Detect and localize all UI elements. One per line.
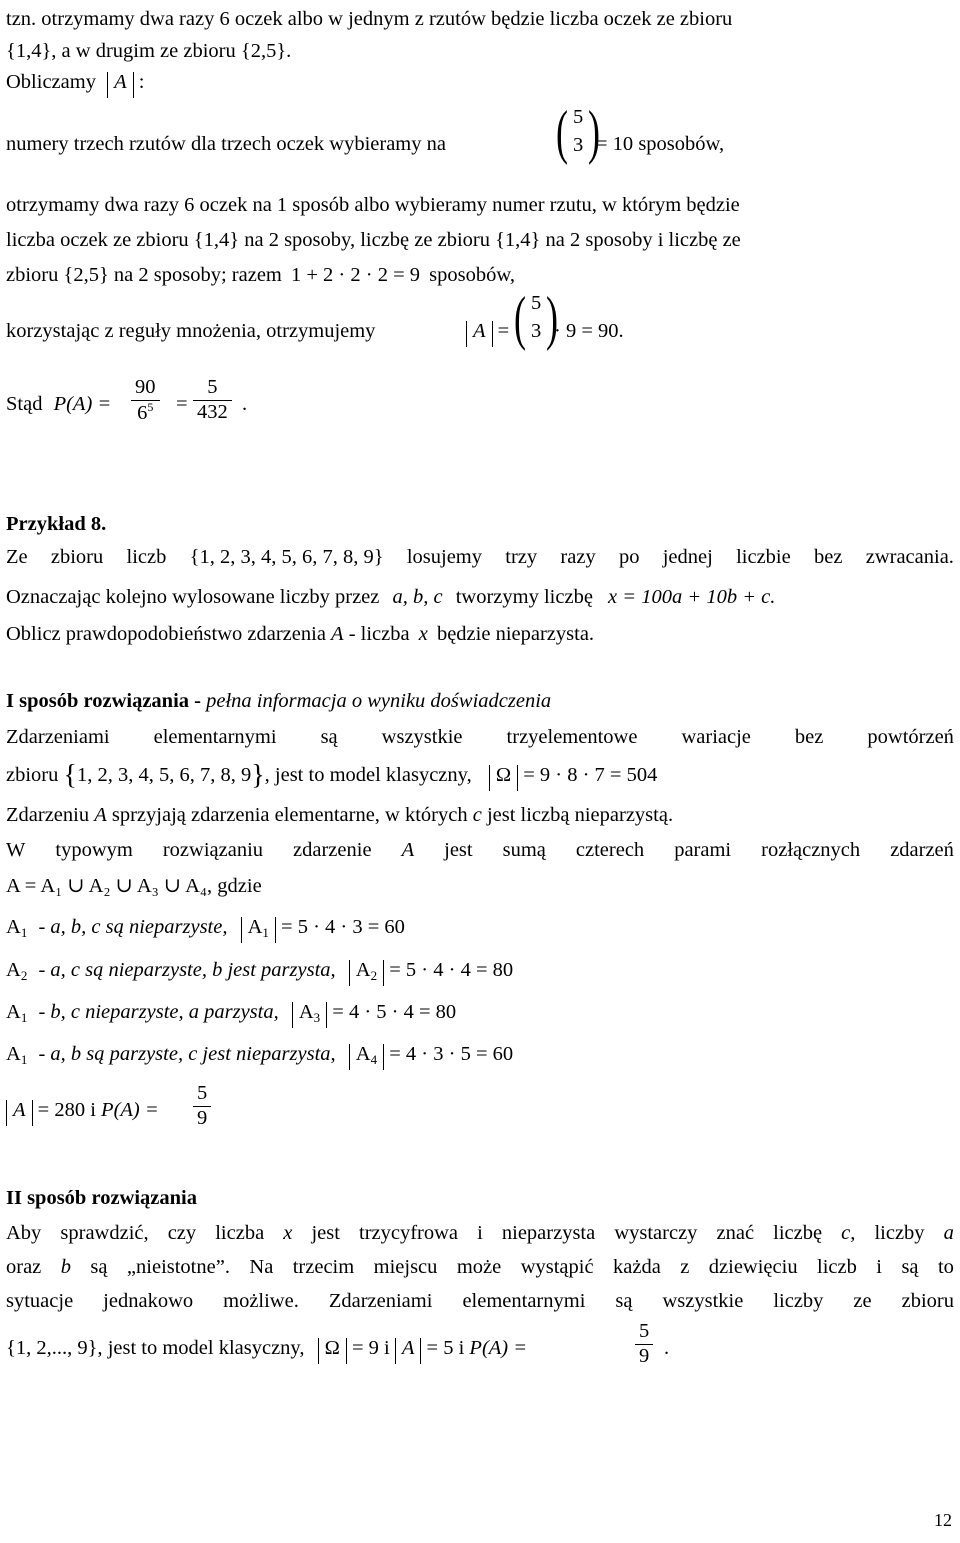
text-line bbox=[6, 1254, 954, 1280]
word: liczby bbox=[874, 1222, 925, 1244]
text-line bbox=[6, 227, 954, 253]
word: Zdarzeniami bbox=[328, 1290, 433, 1312]
word: trzyelementowe bbox=[506, 726, 638, 748]
paragraph-text: Oznaczając kolejno wylosowane liczby przez bbox=[6, 586, 380, 608]
subscript: 1 bbox=[20, 1010, 28, 1025]
event-A: A bbox=[401, 839, 415, 861]
word: dziewięciu bbox=[708, 1256, 798, 1278]
word: sytuacje bbox=[6, 1290, 74, 1312]
word: bez bbox=[794, 726, 824, 748]
method-title-italic: pełna informacja o wyniku doświadczenia bbox=[206, 690, 552, 712]
word: jest bbox=[444, 839, 473, 861]
math-equation: A = A₁ ∪ A₂ ∪ A₃ ∪ A₄, bbox=[6, 875, 213, 897]
word: liczba bbox=[215, 1222, 265, 1244]
binom-top: 5 bbox=[572, 106, 584, 129]
method-title bbox=[6, 688, 551, 714]
text-line bbox=[6, 1335, 527, 1364]
fraction-denominator: 9 bbox=[193, 1106, 211, 1131]
text-line bbox=[6, 1288, 954, 1314]
fraction-numerator: 90 bbox=[135, 376, 156, 398]
word: trzy bbox=[505, 546, 538, 568]
math-equation: = 5 · 4 · 3 = 60 bbox=[281, 916, 405, 938]
text-line bbox=[6, 802, 673, 828]
binom-top: 5 bbox=[530, 292, 542, 315]
word: po bbox=[618, 546, 640, 568]
math-equation: · 9 = 90 bbox=[554, 320, 619, 342]
subscript: 1 bbox=[20, 1052, 28, 1067]
word: i bbox=[876, 1256, 882, 1278]
paragraph-text: sposobów, bbox=[429, 264, 515, 286]
punctuation: . bbox=[618, 320, 624, 342]
word: Zdarzeniami bbox=[6, 726, 110, 748]
case-label: A bbox=[6, 1043, 21, 1065]
fraction bbox=[632, 1320, 656, 1368]
math-variable: b bbox=[60, 1256, 71, 1278]
set-name: A bbox=[247, 916, 263, 938]
case-row bbox=[6, 914, 405, 946]
word: powtórzeń bbox=[867, 726, 954, 748]
word: zdarzenie bbox=[293, 839, 372, 861]
text-line bbox=[6, 131, 446, 157]
case-cardinality bbox=[349, 1044, 384, 1070]
fraction-numerator: 5 bbox=[207, 376, 218, 398]
word: nieparzysta bbox=[501, 1222, 596, 1244]
fraction-denominator: 9 bbox=[635, 1344, 653, 1369]
case-description: - b, c nieparzyste, a parzysta, bbox=[38, 1001, 279, 1023]
math-set: {1, 2,..., 9}, bbox=[6, 1337, 103, 1359]
word: wystarczy bbox=[614, 1222, 698, 1244]
page-number: 12 bbox=[934, 1510, 952, 1530]
text-line bbox=[6, 621, 594, 647]
case-row bbox=[6, 999, 456, 1031]
math-equation: = 9 · 8 · 7 = 504 bbox=[523, 764, 658, 786]
case-description: - a, c są nieparzyste, b jest parzysta, bbox=[38, 959, 336, 981]
word: „nieistotne”. bbox=[126, 1256, 230, 1278]
math-equation: = 5 i bbox=[426, 1337, 465, 1359]
text-line bbox=[6, 6, 954, 32]
text-line bbox=[6, 837, 954, 863]
subscript: 2 bbox=[370, 968, 378, 983]
math-equation: = 10 bbox=[596, 133, 634, 155]
case-row bbox=[6, 1041, 513, 1073]
word: są bbox=[320, 726, 338, 748]
set-name: A bbox=[298, 1001, 314, 1023]
word: typowym bbox=[55, 839, 133, 861]
word: jednej bbox=[662, 546, 713, 568]
paragraph-text: , jest to model klasyczny, bbox=[264, 764, 472, 786]
word: Ze bbox=[6, 546, 28, 568]
math-set: 1, 2, 3, 4, 5, 6, 7, 8, 9 bbox=[76, 764, 252, 786]
math-equation: = 4 · 5 · 4 = 80 bbox=[332, 1001, 457, 1023]
text-line bbox=[6, 318, 375, 344]
paragraph-text: otrzymamy dwa razy 6 oczek na 1 sposób albo wybieramy numer rzutu, w którym będzie bbox=[6, 194, 740, 216]
math-variable: x bbox=[283, 1222, 293, 1244]
word: zwracania. bbox=[865, 546, 954, 568]
math-operator: = bbox=[176, 393, 188, 415]
math-variable: c bbox=[472, 804, 482, 826]
math-variable: a bbox=[943, 1222, 954, 1244]
word: są bbox=[90, 1256, 108, 1278]
math-equation bbox=[554, 318, 624, 344]
case-description: - a, b są parzyste, c jest nieparzysta, bbox=[38, 1043, 336, 1065]
text-line bbox=[6, 192, 954, 218]
paragraph-text: liczba oczek ze zbioru {1,4} na 2 sposoby, liczbę ze zbioru {1,4} na 2 sposoby i liczbę ze bbox=[6, 229, 741, 251]
paragraph-text: Stąd bbox=[6, 393, 43, 415]
math-equation: 1 + 2 · 2 · 2 = 9 bbox=[291, 264, 421, 286]
word: bez bbox=[814, 546, 843, 568]
word: sumą bbox=[502, 839, 546, 861]
word: zbioru bbox=[50, 546, 104, 568]
case-cardinality bbox=[292, 1002, 327, 1028]
math-equation: = 9 i bbox=[351, 1337, 390, 1359]
math-equation bbox=[466, 318, 509, 347]
word: zbioru bbox=[901, 1290, 954, 1312]
punctuation bbox=[242, 391, 247, 417]
paragraph-text: jest to model klasyczny, bbox=[107, 1337, 305, 1359]
word: to bbox=[937, 1256, 954, 1278]
example-title: Przykład 8. bbox=[6, 513, 107, 535]
subscript: 1 bbox=[20, 925, 28, 940]
fraction bbox=[128, 376, 163, 425]
word: są bbox=[615, 1290, 633, 1312]
subscript: 1 bbox=[262, 925, 269, 940]
math-equation: P(A) = bbox=[101, 1099, 159, 1121]
text-line bbox=[6, 873, 262, 899]
cardinality-A: A bbox=[6, 1100, 33, 1126]
set-name: A bbox=[355, 1043, 371, 1065]
case-cardinality bbox=[241, 917, 276, 943]
word: każda bbox=[613, 1256, 661, 1278]
binom-bottom: 3 bbox=[572, 134, 584, 156]
text-line bbox=[6, 1220, 954, 1246]
paragraph-text: Oblicz prawdopodobieństwo zdarzenia bbox=[6, 623, 326, 645]
word: możliwe. bbox=[223, 1290, 299, 1312]
word: jest bbox=[311, 1222, 340, 1244]
word: Aby bbox=[6, 1222, 42, 1244]
word: sprawdzić, bbox=[60, 1222, 149, 1244]
word: rozłącznych bbox=[761, 839, 861, 861]
fraction bbox=[190, 1082, 214, 1130]
punctuation bbox=[664, 1335, 669, 1361]
case-label: A bbox=[6, 916, 21, 938]
word: Na bbox=[249, 1256, 274, 1278]
word: wariacje bbox=[681, 726, 751, 748]
word: razy bbox=[560, 546, 596, 568]
text-line bbox=[6, 38, 291, 64]
fraction-denominator: 6 bbox=[137, 401, 148, 424]
word: liczb bbox=[126, 546, 167, 568]
word: czy bbox=[167, 1222, 197, 1244]
text-line bbox=[6, 724, 954, 750]
text-line bbox=[596, 131, 724, 157]
binom-bottom: 3 bbox=[530, 320, 542, 342]
event-A: A bbox=[94, 804, 107, 826]
punctuation: . bbox=[664, 1337, 670, 1359]
fraction bbox=[190, 376, 235, 424]
word: jednakowo bbox=[103, 1290, 194, 1312]
word: elementarnymi bbox=[462, 1290, 586, 1312]
method-title: II sposób rozwiązania bbox=[6, 1187, 197, 1209]
word: ze bbox=[853, 1290, 872, 1312]
punctuation: . bbox=[242, 393, 248, 415]
exponent: 5 bbox=[147, 399, 154, 414]
fraction-numerator: 5 bbox=[639, 1320, 650, 1342]
paragraph-text: - liczba bbox=[348, 623, 410, 645]
paragraph-text: : bbox=[138, 71, 145, 93]
text-line: zbioru {1, 2, 3, 4, 5, 6, 7, 8, 9}, jest to model klasyczny, Ω = 9 · 8 · 7 = 504 bbox=[6, 760, 658, 791]
word: i bbox=[477, 1222, 483, 1244]
math-equation: P(A) = bbox=[469, 1337, 528, 1359]
paragraph-text: będzie nieparzysta. bbox=[436, 623, 595, 645]
word: miejscu bbox=[373, 1256, 438, 1278]
omega-cardinality: Ω bbox=[489, 765, 518, 791]
paragraph-text: gdzie bbox=[217, 875, 262, 897]
word: może bbox=[456, 1256, 502, 1278]
word: liczby bbox=[773, 1290, 824, 1312]
paragraph-text: sposobów, bbox=[638, 133, 725, 155]
word: rozwiązaniu bbox=[162, 839, 264, 861]
binomial: ( 5 3 ) bbox=[555, 99, 601, 165]
word: trzecim bbox=[292, 1256, 355, 1278]
math-equation: = 4 · 3 · 5 = 60 bbox=[389, 1043, 514, 1065]
cardinality-A: A bbox=[466, 321, 493, 347]
word: losujemy bbox=[406, 546, 483, 568]
word: zdarzeń bbox=[890, 839, 954, 861]
subscript: 4 bbox=[370, 1052, 378, 1067]
word: z bbox=[680, 1256, 690, 1278]
subscript: 3 bbox=[313, 1010, 321, 1025]
math-set: {1, 2, 3, 4, 5, 6, 7, 8, 9} bbox=[189, 546, 384, 568]
word: wystąpić bbox=[520, 1256, 594, 1278]
fraction-denominator: 432 bbox=[193, 400, 232, 425]
math-operator: = bbox=[497, 320, 510, 342]
paragraph-text: tworzymy liczbę bbox=[455, 586, 593, 608]
paragraph-text: korzystając z reguły mnożenia, otrzymujemy bbox=[6, 320, 376, 342]
event-A: A bbox=[331, 623, 344, 645]
math-operator bbox=[176, 391, 188, 417]
subscript: 2 bbox=[20, 968, 28, 983]
paragraph-text: Obliczamy bbox=[6, 71, 96, 93]
text-line bbox=[6, 391, 111, 417]
word: znać bbox=[716, 1222, 755, 1244]
word: elementarnymi bbox=[153, 726, 277, 748]
set-name: A bbox=[355, 959, 371, 981]
paragraph-text: numery trzech rzutów dla trzech oczek wybieramy na bbox=[6, 133, 446, 155]
case-label: A bbox=[6, 1001, 21, 1023]
word: oraz bbox=[6, 1256, 42, 1278]
paragraph-text: Zdarzeniu bbox=[6, 804, 90, 826]
omega-cardinality: Ω bbox=[318, 1338, 347, 1364]
word: liczbie bbox=[736, 546, 791, 568]
paragraph-text: zbioru {2,5} na 2 sposoby; razem bbox=[6, 264, 282, 286]
math-equation: = 280 i bbox=[37, 1099, 96, 1121]
text-line bbox=[6, 69, 144, 98]
binomial: ( 5 3 ) bbox=[513, 285, 559, 351]
case-cardinality bbox=[349, 960, 384, 986]
math-equation: P(A) = bbox=[53, 393, 112, 415]
fraction-numerator: 5 bbox=[197, 1082, 208, 1104]
word: wszystkie bbox=[662, 1290, 744, 1312]
word: trzycyfrowa bbox=[359, 1222, 459, 1244]
math-equation: = 5 · 4 · 4 = 80 bbox=[389, 959, 514, 981]
paragraph-text: zbioru bbox=[6, 764, 59, 786]
word: czterech bbox=[575, 839, 645, 861]
paragraph-text: tzn. otrzymamy dwa razy 6 oczek albo w jednym z rzutów będzie liczba oczek ze zbioru bbox=[6, 8, 733, 30]
word: W bbox=[6, 839, 26, 861]
cardinality-A: A bbox=[395, 1338, 422, 1364]
word: parami bbox=[674, 839, 732, 861]
word: są bbox=[901, 1256, 919, 1278]
case-description: - a, b, c są nieparzyste, bbox=[38, 916, 228, 938]
math-variable: x bbox=[418, 623, 428, 645]
word: liczbę bbox=[773, 1222, 823, 1244]
text-line bbox=[6, 262, 515, 288]
math-equation: x = 100a + 10b + c. bbox=[608, 586, 776, 608]
paragraph-text: sprzyjają zdarzenia elementarne, w których bbox=[111, 804, 468, 826]
final-result bbox=[6, 1097, 159, 1126]
math-variables: a, b, c bbox=[392, 586, 443, 608]
paragraph-text: {1,4}, a w drugim ze zbioru {2,5}. bbox=[6, 40, 292, 62]
word: liczb bbox=[817, 1256, 857, 1278]
text-line bbox=[6, 584, 775, 610]
math-variable: c, bbox=[841, 1222, 856, 1244]
word: wszystkie bbox=[381, 726, 463, 748]
paragraph-text: jest liczbą nieparzystą. bbox=[486, 804, 674, 826]
method-title-bold: I sposób rozwiązania - bbox=[6, 690, 201, 712]
case-row bbox=[6, 957, 513, 989]
cardinality-A: A bbox=[107, 72, 134, 98]
case-label: A bbox=[6, 959, 21, 981]
text-line bbox=[6, 544, 954, 570]
